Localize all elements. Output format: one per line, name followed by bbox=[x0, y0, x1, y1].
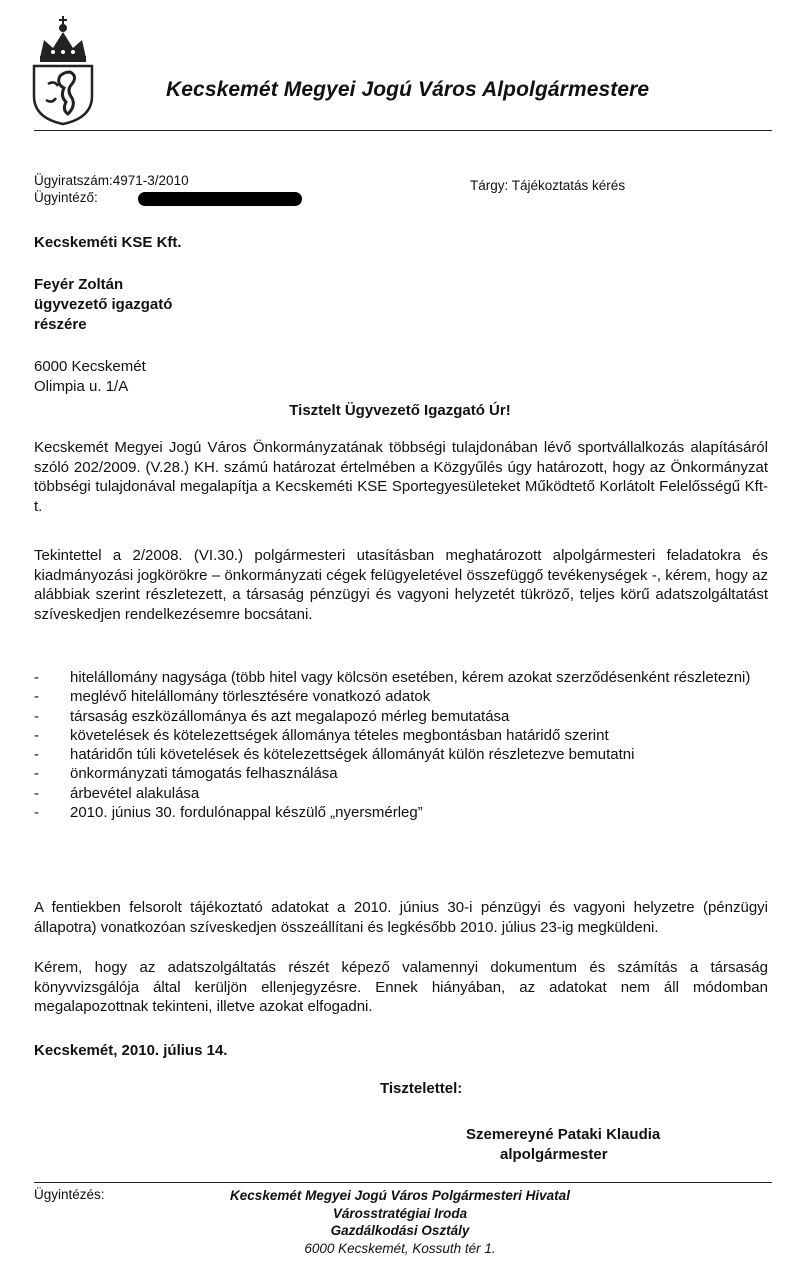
subject-line: Tárgy: Tájékoztatás kérés bbox=[470, 178, 626, 193]
body-paragraph-1: Kecskemét Megyei Jogú Város Önkormányzatának többségi tulajdonában lévő sportvállalkozás alapításáról szóló 202/2009. (V.28.) KH. számú határozat értelmében a Közgyűlés úgy határozott, hogy az Önkormányzat többségi tulajdonával megalapítja a Kecskeméti KSE Sportegyesületeket Működtető Korlátolt Felelősségű Kft-t. bbox=[34, 439, 768, 515]
closing-paragraph-2: Kérem, hogy az adatszolgáltatás részét képező valamennyi dokumentum és számítás a társaság könyvvizsgálója által kerüljön ellenjegyzésre. Ennek hiányában, az adatokat nem áll módomban megalapozottnak tekinteni, illetve azokat elfogadni. bbox=[34, 959, 768, 1015]
list-item: - meglévő hitelállomány törlesztésére vonatkozó adatok bbox=[34, 687, 770, 706]
list-item: - határidőn túli követelések és kötelezettségek állományát külön részletezve bemutatni bbox=[34, 745, 770, 764]
list-item: - 2010. június 30. fordulónappal készülő „nyersmérleg” bbox=[34, 803, 770, 822]
footer-divider bbox=[34, 1182, 772, 1183]
org-title: Kecskemét Megyei Jogú Város Alpolgármestere bbox=[166, 78, 650, 101]
handler-label: Ügyintéző: bbox=[34, 190, 98, 205]
request-list bbox=[34, 668, 770, 822]
footer-address-block bbox=[0, 1187, 800, 1257]
redaction-bar bbox=[138, 192, 302, 206]
signoff: Tisztelettel: bbox=[380, 1080, 463, 1097]
signer-name: Szemereyné Pataki Klaudia bbox=[466, 1126, 661, 1143]
footer-address: 6000 Kecskemét, Kossuth tér 1. bbox=[304, 1240, 496, 1256]
recipient-role: ügyvezető igazgató bbox=[34, 296, 173, 313]
file-number: Ügyiratszám:4971-3/2010 bbox=[34, 173, 189, 188]
salutation: Tisztelt Ügyvezető Igazgató Úr! bbox=[289, 402, 511, 419]
list-item: - árbevétel alakulása bbox=[34, 784, 770, 803]
signer-title: alpolgármester bbox=[500, 1146, 608, 1163]
list-item: - követelések és kötelezettségek állománya tételes megbontásban határidő szerint bbox=[34, 726, 770, 745]
recipient-company: Kecskeméti KSE Kft. bbox=[34, 234, 182, 251]
body-paragraph-2: Tekintettel a 2/2008. (VI.30.) polgármesteri utasításban meghatározott alpolgármesteri feladatokra és kiadmányozási jogkörökre – önkormányzati cégek felügyeletével összefüggő tevékenységek -, kérem, hogy az alábbiak szerint részletezett, a társaság pénzügyi és vagyoni helyzetét tükröző, teljes körű adatszolgáltatást szíveskedjen rendelkezésemre bocsátani. bbox=[34, 547, 768, 623]
footer-unit: Gazdálkodási Osztály bbox=[330, 1223, 470, 1238]
closing-paragraph-1: A fentiekben felsorolt tájékoztató adatokat a 2010. június 30-i pénzügyi és vagyoni helyzetre (pénzügyi állapotra) vonatkozóan szíveskedjen összeállítani és legkésőbb 2010. július 23-ig megküldeni. bbox=[34, 899, 768, 936]
recipient-for: részére bbox=[34, 316, 87, 333]
footer-label: Ügyintézés: bbox=[34, 1187, 105, 1202]
coat-of-arms-icon bbox=[26, 14, 100, 126]
footer-dept: Városstratégiai Iroda bbox=[332, 1205, 468, 1221]
footer-office: Kecskemét Megyei Jogú Város Polgármesteri Hivatal bbox=[230, 1188, 570, 1203]
header-divider bbox=[34, 130, 772, 131]
recipient-name: Feyér Zoltán bbox=[34, 276, 124, 293]
list-item: - társaság eszközállománya és azt megalapozó mérleg bemutatása bbox=[34, 707, 770, 726]
recipient-street: Olimpia u. 1/A bbox=[34, 378, 129, 395]
recipient-city: 6000 Kecskemét bbox=[34, 358, 146, 375]
list-item: - hitelállomány nagysága (több hitel vagy kölcsön esetében, kérem azokat szerződésenként részletezni) bbox=[34, 668, 770, 687]
date-line: Kecskemét, 2010. július 14. bbox=[34, 1042, 228, 1059]
list-item: - önkormányzati támogatás felhasználása bbox=[34, 764, 770, 783]
